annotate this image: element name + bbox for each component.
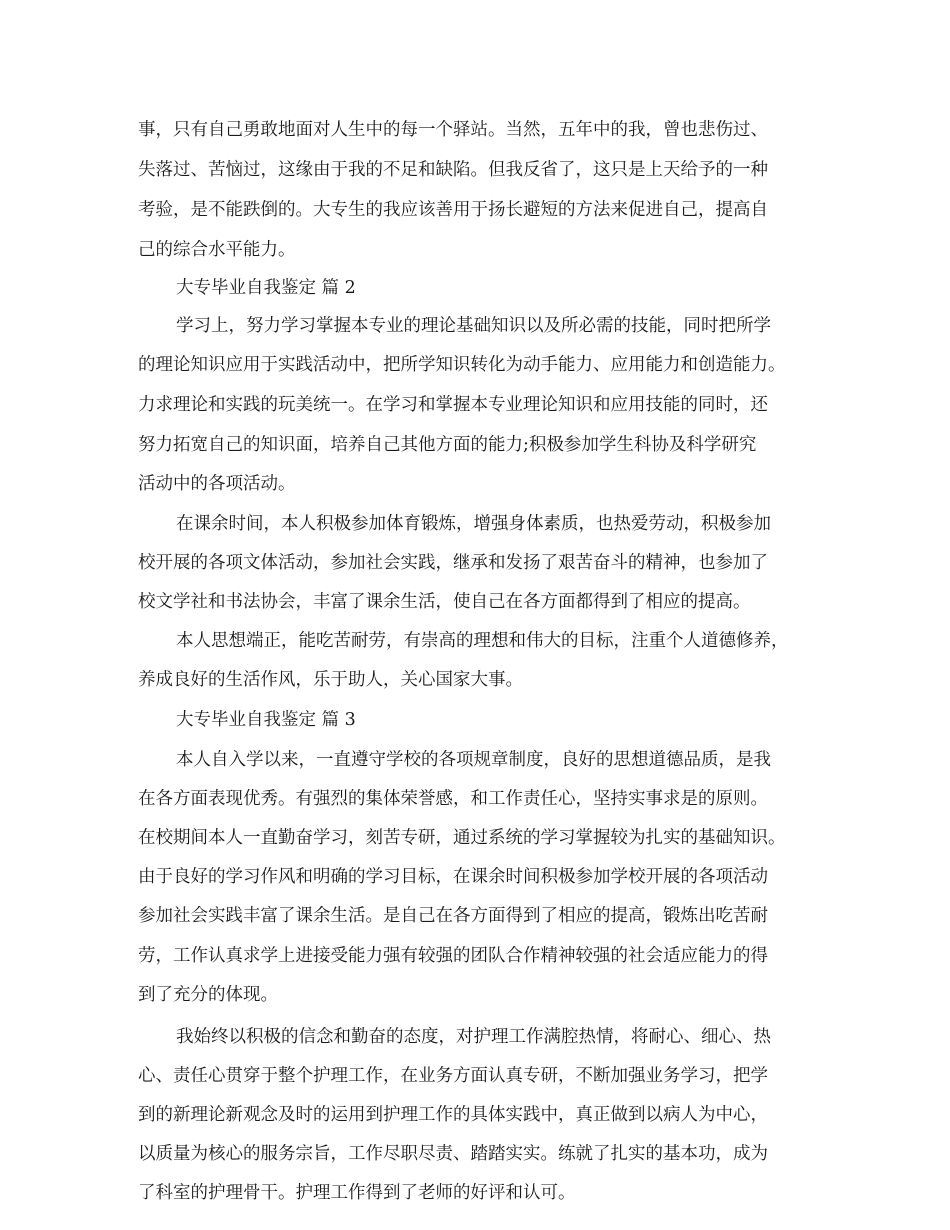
paragraph-line: 本人自入学以来，一直遵守学校的各项规章制度，良好的思想道德品质，是我 bbox=[176, 750, 771, 770]
paragraph-line: 到了充分的体现。 bbox=[138, 985, 278, 1005]
paragraph-line: 失落过、苦恼过，这缘由于我的不足和缺陷。但我反省了，这只是上天给予的一种 bbox=[138, 160, 768, 180]
section-heading: 大专毕业自我鉴定 篇 2 bbox=[176, 278, 356, 298]
paragraph-line: 心、责任心贯穿于整个护理工作，在业务方面认真专研，不断加强业务学习，把学 bbox=[138, 1066, 768, 1086]
paragraph-line: 活动中的各项活动。 bbox=[138, 474, 296, 494]
paragraph-line: 在校期间本人一直勤奋学习，刻苦专研，通过系统的学习掌握较为扎实的基础知识。 bbox=[138, 828, 786, 848]
paragraph-line: 在各方面表现优秀。有强烈的集体荣誉感，和工作责任心，坚持实事求是的原则。 bbox=[138, 789, 768, 809]
paragraph-line: 努力拓宽自己的知识面，培养自己其他方面的能力;积极参加学生科协及科学研究 bbox=[138, 435, 757, 455]
paragraph-line: 力求理论和实践的玩美统一。在学习和掌握本专业理论知识和应用技能的同时，还 bbox=[138, 395, 768, 415]
paragraph-line: 学习上，努力学习掌握本专业的理论基础知识以及所必需的技能，同时把所学 bbox=[176, 316, 771, 336]
paragraph-line: 参加社会实践丰富了课余生活。是自己在各方面得到了相应的提高，锻炼出吃苦耐 bbox=[138, 906, 768, 926]
section-heading: 大专毕业自我鉴定 篇 3 bbox=[176, 710, 356, 730]
paragraph-line: 校开展的各项文体活动，参加社会实践，继承和发扬了艰苦奋斗的精神，也参加了 bbox=[138, 553, 768, 573]
paragraph-line: 了科室的护理骨干。护理工作得到了老师的好评和认可。 bbox=[138, 1183, 576, 1203]
paragraph-line: 事，只有自己勇敢地面对人生中的每一个驿站。当然，五年中的我，曾也悲伤过、 bbox=[138, 120, 768, 140]
paragraph-line: 本人思想端正，能吃苦耐劳，有崇高的理想和伟大的目标，注重个人道德修养， bbox=[176, 631, 789, 651]
paragraph-line: 养成良好的生活作风，乐于助人，关心国家大事。 bbox=[138, 670, 523, 690]
paragraph-line: 我始终以积极的信念和勤奋的态度，对护理工作满腔热情，将耐心、细心、热 bbox=[176, 1027, 771, 1047]
paragraph-line: 己的综合水平能力。 bbox=[138, 240, 296, 260]
paragraph-line: 校文学社和书法协会，丰富了课余生活，使自己在各方面都得到了相应的提高。 bbox=[138, 592, 751, 612]
paragraph-line: 以质量为核心的服务宗旨，工作尽职尽责、踏踏实实。练就了扎实的基本功，成为 bbox=[138, 1144, 768, 1164]
paragraph-line: 的理论知识应用于实践活动中，把所学知识转化为动手能力、应用能力和创造能力。 bbox=[138, 355, 786, 375]
paragraph-line: 考验，是不能跌倒的。大专生的我应该善用于扬长避短的方法来促进自己，提高自 bbox=[138, 200, 768, 220]
paragraph-line: 劳，工作认真求学上进接受能力强有较强的团队合作精神较强的社会适应能力的得 bbox=[138, 946, 768, 966]
paragraph-line: 到的新理论新观念及时的运用到护理工作的具体实践中，真正做到以病人为中心， bbox=[138, 1105, 768, 1125]
paragraph-line: 由于良好的学习作风和明确的学习目标，在课余时间积极参加学校开展的各项活动 bbox=[138, 867, 768, 887]
paragraph-line: 在课余时间，本人积极参加体育锻炼，增强身体素质，也热爱劳动，积极参加 bbox=[176, 514, 771, 534]
